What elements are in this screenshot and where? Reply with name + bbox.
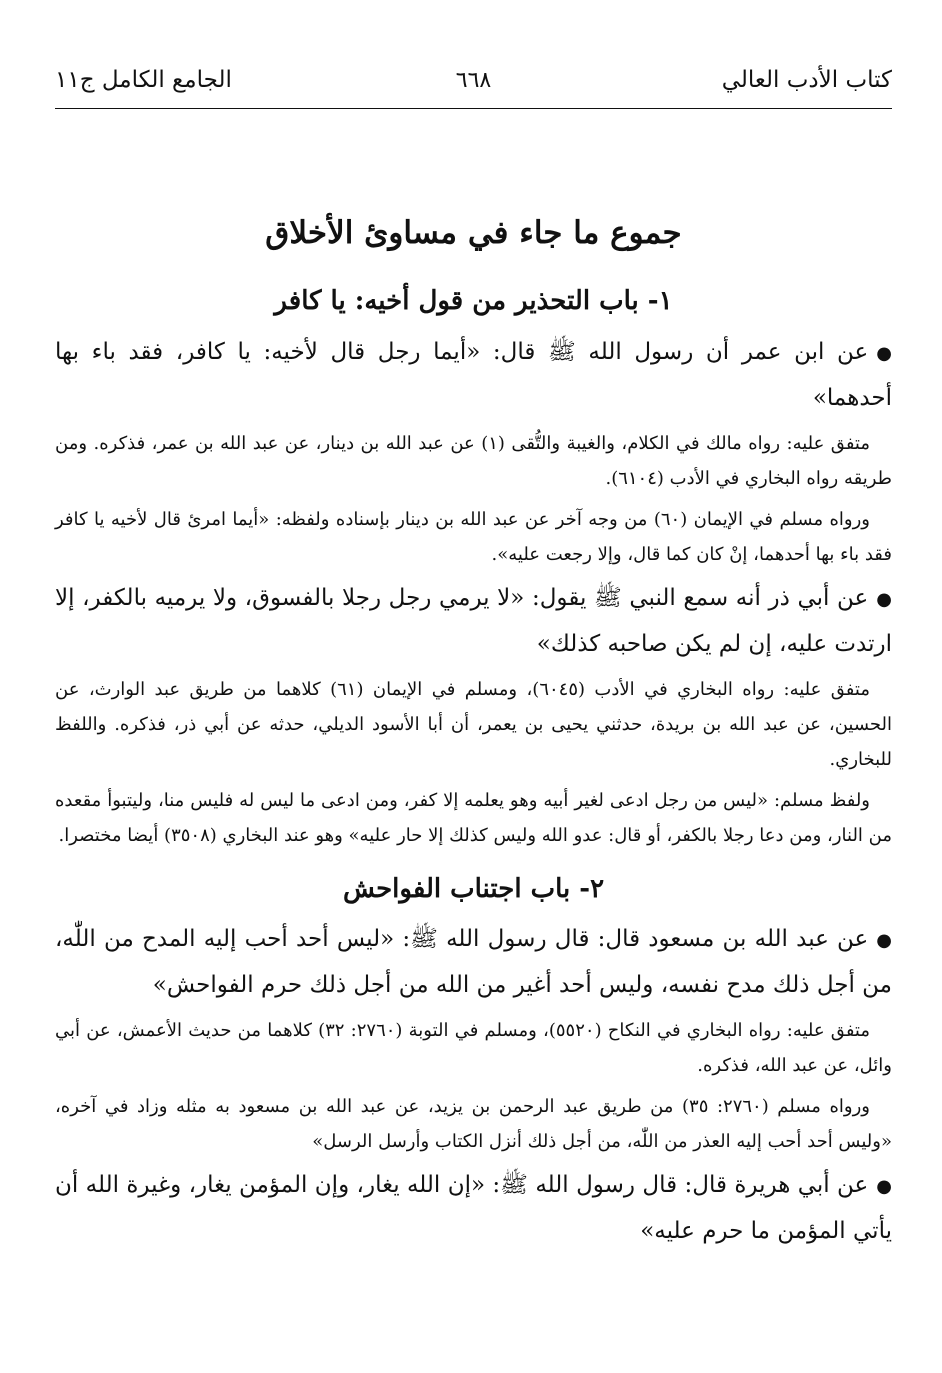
hadith-paragraph — [55, 576, 892, 666]
takhrij-note: ورواه مسلم في الإيمان (٦٠) من وجه آخر عن عبد الله بن دينار بإسناده ولفظه: «أيما امرئ قال لأخيه يا كافر فقد باء بها أحدهما، إنْ كان كما قال، وإلا رجعت عليه». — [55, 508, 892, 565]
page-number: ٦٦٨ — [455, 67, 492, 93]
hadith-text: عن عبد الله بن مسعود قال: قال رسول الله ﷺ: «ليس أحد أحب إليه المدح من اللّٰه، من أجل ذلك مدح نفسه، وليس أحد أغير من الله من أجل ذلك حرم الفواحش» — [55, 926, 892, 999]
takhrij-note: متفق عليه: رواه البخاري في النكاح (٥٥٢٠)، ومسلم في التوبة (٢٧٦٠: ٣٢) كلاهما من حديث الأعمش، عن أبي وائل، عن عبد الله، فذكره. — [55, 1020, 892, 1077]
takhrij-note: ولفظ مسلم: «ليس من رجل ادعى لغير أبيه وهو يعلمه إلا كفر، ومن ادعى ما ليس له فليس منا، وليتبوأ مقعده من النار، ومن دعا رجلا بالكفر، أو قال: عدو الله وليس كذلك إلا حار عليه» وهو عند البخاري (٣٥٠٨) أيضا مختصرا. — [55, 789, 892, 846]
bullet-icon: ● — [876, 1176, 892, 1198]
header-volume-title: الجامع الكامل ج١١ — [55, 67, 232, 93]
hadith-text: عن أبي ذر أنه سمع النبي ﷺ يقول: «لا يرمي رجل رجلا بالفسوق، ولا يرميه بالكفر، إلا ارتدت عليه، إن لم يكن صاحبه كذلك» — [55, 584, 892, 657]
hadith-text: عن ابن عمر أن رسول الله ﷺ قال: «أيما رجل قال لأخيه: يا كافر، فقد باء بها أحدهما» — [55, 338, 892, 411]
takhrij-note: متفق عليه: رواه البخاري في الأدب (٦٠٤٥)، ومسلم في الإيمان (٦١) كلاهما من طريق عبد الوارث، عن الحسين، عن عبد الله بن بريدة، حدثني يحيى بن يعمر، أن أبا الأسود الديلي، حدثه عن أبي ذر، فذكره. واللفظ للبخاري. — [55, 678, 892, 770]
header-divider — [55, 108, 892, 109]
bullet-icon: ● — [876, 588, 892, 610]
hadith-paragraph — [55, 1163, 892, 1253]
bullet-icon: ● — [876, 342, 892, 364]
takhrij-note: ورواه مسلم (٢٧٦٠: ٣٥) من طريق عبد الرحمن بن يزيد، عن عبد الله بن مسعود به مثله وزاد في آخره، «وليس أحد أحب إليه العذر من اللّٰه، من أجل ذلك أنزل الكتاب وأرسل الرسل» — [55, 1096, 892, 1153]
hadith-paragraph — [55, 917, 892, 1007]
header-book-title: كتاب الأدب العالي — [721, 67, 892, 93]
page-title: جموع ما جاء في مساوئ الأخلاق — [265, 215, 682, 251]
hadith-text: عن أبي هريرة قال: قال رسول الله ﷺ: «إن الله يغار، وإن المؤمن يغار، وغيرة الله أن يأتي المؤمن ما حرم عليه» — [55, 1172, 892, 1245]
takhrij-note: متفق عليه: رواه مالك في الكلام، والغيبة والتُّقى (١) عن عبد الله بن دينار، عن عبد الله بن عمر، فذكره. ومن طريقه رواه البخاري في الأدب (٦١٠٤). — [55, 432, 892, 489]
hadith-paragraph — [55, 330, 892, 420]
page-content — [55, 212, 892, 1257]
bullet-icon: ● — [876, 930, 892, 952]
chapter-heading: ٢- باب اجتناب الفواحش — [342, 873, 605, 904]
book-page — [55, 0, 892, 1373]
chapter-heading: ١- باب التحذير من قول أخيه: يا كافر — [274, 286, 673, 317]
running-header — [55, 60, 892, 100]
